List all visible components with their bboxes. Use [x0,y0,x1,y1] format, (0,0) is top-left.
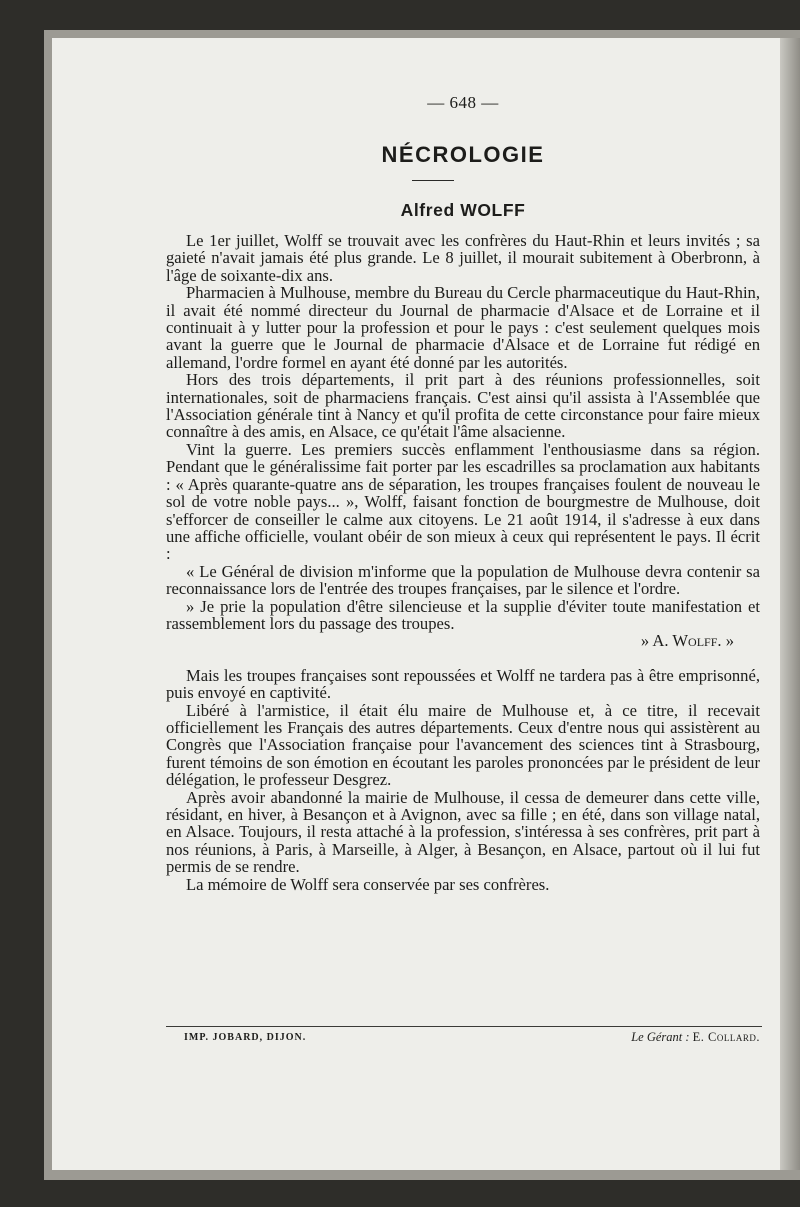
gerant-name: E. Collard. [692,1030,760,1044]
paragraph-6: Libéré à l'armistice, il était élu maire de Mulhouse et, à ce titre, il recevait officiellement les Français des autres départements. Ceux d'entre nous qui assistèrent au Congrès que l'Association française pour l'avancement des sciences tint à Strasbourg, furent témoins de son émotion en écoutant les paroles prononcées par le président de leur délégation, le professeur Desgrez. [166,700,760,790]
quote-paragraph-1: « Le Général de division m'informe que la population de Mulhouse devra contenir sa reconnaissance lors de l'entrée des troupes françaises, par le silence et l'ordre. [166,561,760,599]
gerant-label: Le Gérant : [631,1030,690,1044]
paragraph-1: Le 1er juillet, Wolff se trouvait avec les confrères du Haut-Rhin et leurs invités ; sa gaieté n'avait jamais été plus grande. Le 8 juillet, il mourait subitement à Oberbronn, à l'âge de soixante-dix ans. [166,231,760,285]
paragraph-8: La mémoire de Wolff sera conservée par ses confrères. [186,874,550,894]
paragraph-7: Après avoir abandonné la mairie de Mulhouse, il cessa de demeurer dans cette ville, résidant, en hiver, à Besançon et à Avignon, avec sa fille ; en été, dans son village natal, en Alsace. Toujours, il resta attaché à la profession, s'intéressa à ses confrères, prit part à nos réunions, à Paris, à Marseille, à Alger, à Besançon, en Alsace, partout où il lui fut permis de se rendre. [166,787,760,877]
document-page [52,38,780,1170]
quote-paragraph-2: » Je prie la population d'être silencieuse et la supplie d'éviter toute manifestation et rassemblement lors du passage des troupes. [166,596,760,633]
paragraph-4: Vint la guerre. Les premiers succès enflamment l'enthousiasme dans sa région. Pendant que le généralissime fait porter par les escadrilles sa proclamation aux habitants : « Après quarante-quatre ans de séparation, les troupes françaises foulent de nouveau le sol de votre noble pays... », Wolff, faisant fonction de bourgmestre de Mulhouse, doit s'efforcer de conseiller le calme aux citoyens. Le 21 août 1914, il s'adresse à eux dans une affiche officielle, voulant obéir de son mieux à ceux qui représentent le pays. Il écrit : [166,439,760,564]
paragraph-3: Hors des trois départements, il prit part à des réunions professionnelles, soit internationales, soit de pharmaciens français. C'est ainsi qu'il assista à l'Assemblée que l'Association générale tint à Nancy et qu'il profita de cette circonstance pour faire mieux connaître à des amis, en Alsace, ce qu'était l'âme alsacienne. [166,370,760,442]
article-heading: Alfred WOLFF [400,200,526,220]
quote-signature [166,632,760,649]
page-number: — 648 — [427,93,499,112]
footer-gerant [631,1030,760,1045]
signature-text: » A. Wolff. » [640,631,734,651]
paragraph-5: Mais les troupes françaises sont repoussées et Wolff ne tardera pas à être emprisonné, puis envoyé en captivité. [166,665,760,703]
paragraph-2: Pharmacien à Mulhouse, membre du Bureau du Cercle pharmaceutique du Haut-Rhin, il avait été nommé directeur du Journal de pharmacie d'Alsace et de Lorraine et il continuait à y lutter pour la profession et pour le pays : c'est seulement quelques mois avant la guerre que le Journal de pharmacie d'Alsace et de Lorraine fut rédigé en allemand, l'ordre formel en ayant été donné par les autorités. [166,283,760,372]
section-title: NÉCROLOGIE [381,142,545,167]
footer-printer: IMP. JOBARD, DIJON. [184,1032,307,1043]
title-rule [412,180,454,181]
spacer [166,650,760,667]
footer-rule [166,1026,762,1027]
page-right-edge [780,38,800,1170]
article-body [166,232,760,893]
